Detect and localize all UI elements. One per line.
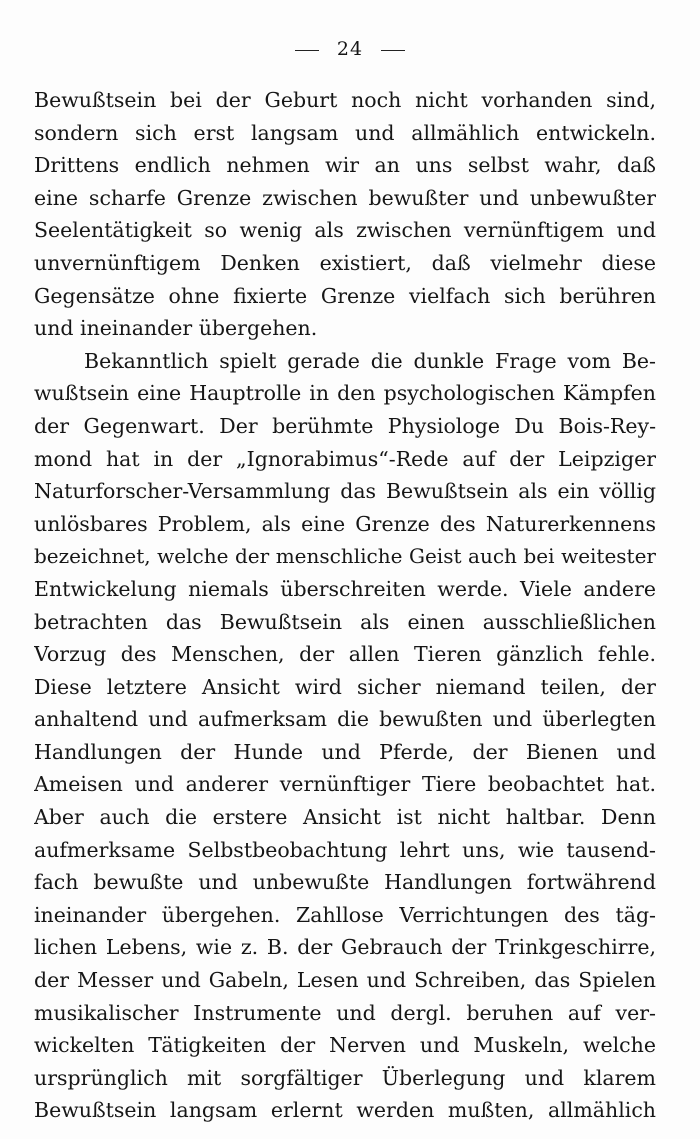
text-line: aufmerksame Selbstbeobachtung lehrt uns, wie tausend- — [34, 837, 656, 862]
text-line: bezeichnet, welche der menschliche Geist auch bei weitester — [34, 544, 656, 569]
text-line: und ineinander übergehen. — [34, 316, 318, 341]
text-line: der Messer und Gabeln, Lesen und Schreiben, das Spielen — [34, 968, 656, 993]
text-line: ineinander übergehen. Zahllose Verrichtungen des täg- — [34, 902, 656, 927]
header-dash-right — [381, 50, 405, 51]
text-line: Seelentätigkeit so wenig als zwischen vernünftigem und — [34, 218, 656, 243]
text-line: sondern sich erst langsam und allmählich entwickeln. — [34, 120, 656, 145]
text-line: unlösbares Problem, als eine Grenze des Naturerkennens — [34, 511, 656, 536]
text-line: unvernünftigem Denken existiert, daß vielmehr diese — [34, 250, 656, 275]
text-line: musikalischer Instrumente und dergl. beruhen auf ver- — [34, 1000, 656, 1025]
header-dash-left — [295, 50, 319, 51]
body-text — [34, 84, 656, 1127]
text-line: Ameisen und anderer vernünftiger Tiere beobachtet hat. — [34, 772, 656, 797]
text-line: Aber auch die erstere Ansicht ist nicht haltbar. Denn — [34, 805, 656, 830]
text-line: wußtsein eine Hauptrolle in den psychologischen Kämpfen — [34, 381, 656, 406]
text-line: Vorzug des Menschen, der allen Tieren gänzlich fehle. — [34, 642, 656, 667]
text-line: Bewußtsein langsam erlernt werden mußten, allmählich — [34, 1098, 656, 1123]
text-line: Entwickelung niemals überschreiten werde. Viele andere — [34, 576, 656, 601]
text-line: ursprünglich mit sorgfältiger Überlegung und klarem — [34, 1065, 656, 1090]
text-line: Bewußtsein bei der Geburt noch nicht vorhanden sind, — [34, 88, 656, 112]
text-line: wickelten Tätigkeiten der Nerven und Muskeln, welche — [34, 1033, 656, 1058]
text-line: Naturforscher-Versammlung das Bewußtsein als ein völlig — [34, 479, 656, 504]
text-line: Bekanntlich spielt gerade die dunkle Frage vom Be- — [84, 348, 656, 373]
text-line: Gegensätze ohne fixierte Grenze vielfach sich berühren — [34, 283, 656, 308]
text-line: fach bewußte und unbewußte Handlungen fortwährend — [34, 870, 656, 895]
text-line: anhaltend und aufmerksam die bewußten und überlegten — [34, 707, 656, 732]
text-line: Diese letztere Ansicht wird sicher niemand teilen, der — [34, 674, 656, 699]
text-line: der Gegenwart. Der berühmte Physiologe Du Bois-Rey- — [34, 413, 656, 438]
page-number: 24 — [336, 38, 364, 60]
page-header — [0, 38, 700, 60]
text-line: betrachten das Bewußtsein als einen ausschließlichen — [34, 609, 656, 634]
text-line: Drittens endlich nehmen wir an uns selbst wahr, daß — [34, 153, 656, 178]
text-line: Handlungen der Hunde und Pferde, der Bienen und — [34, 739, 656, 764]
text-line: lichen Lebens, wie z. B. der Gebrauch der Trinkgeschirre, — [34, 935, 656, 960]
text-line: mond hat in der „Ignorabimus“-Rede auf der Leipziger — [34, 446, 656, 471]
text-line: eine scharfe Grenze zwischen bewußter und unbewußter — [34, 185, 656, 210]
